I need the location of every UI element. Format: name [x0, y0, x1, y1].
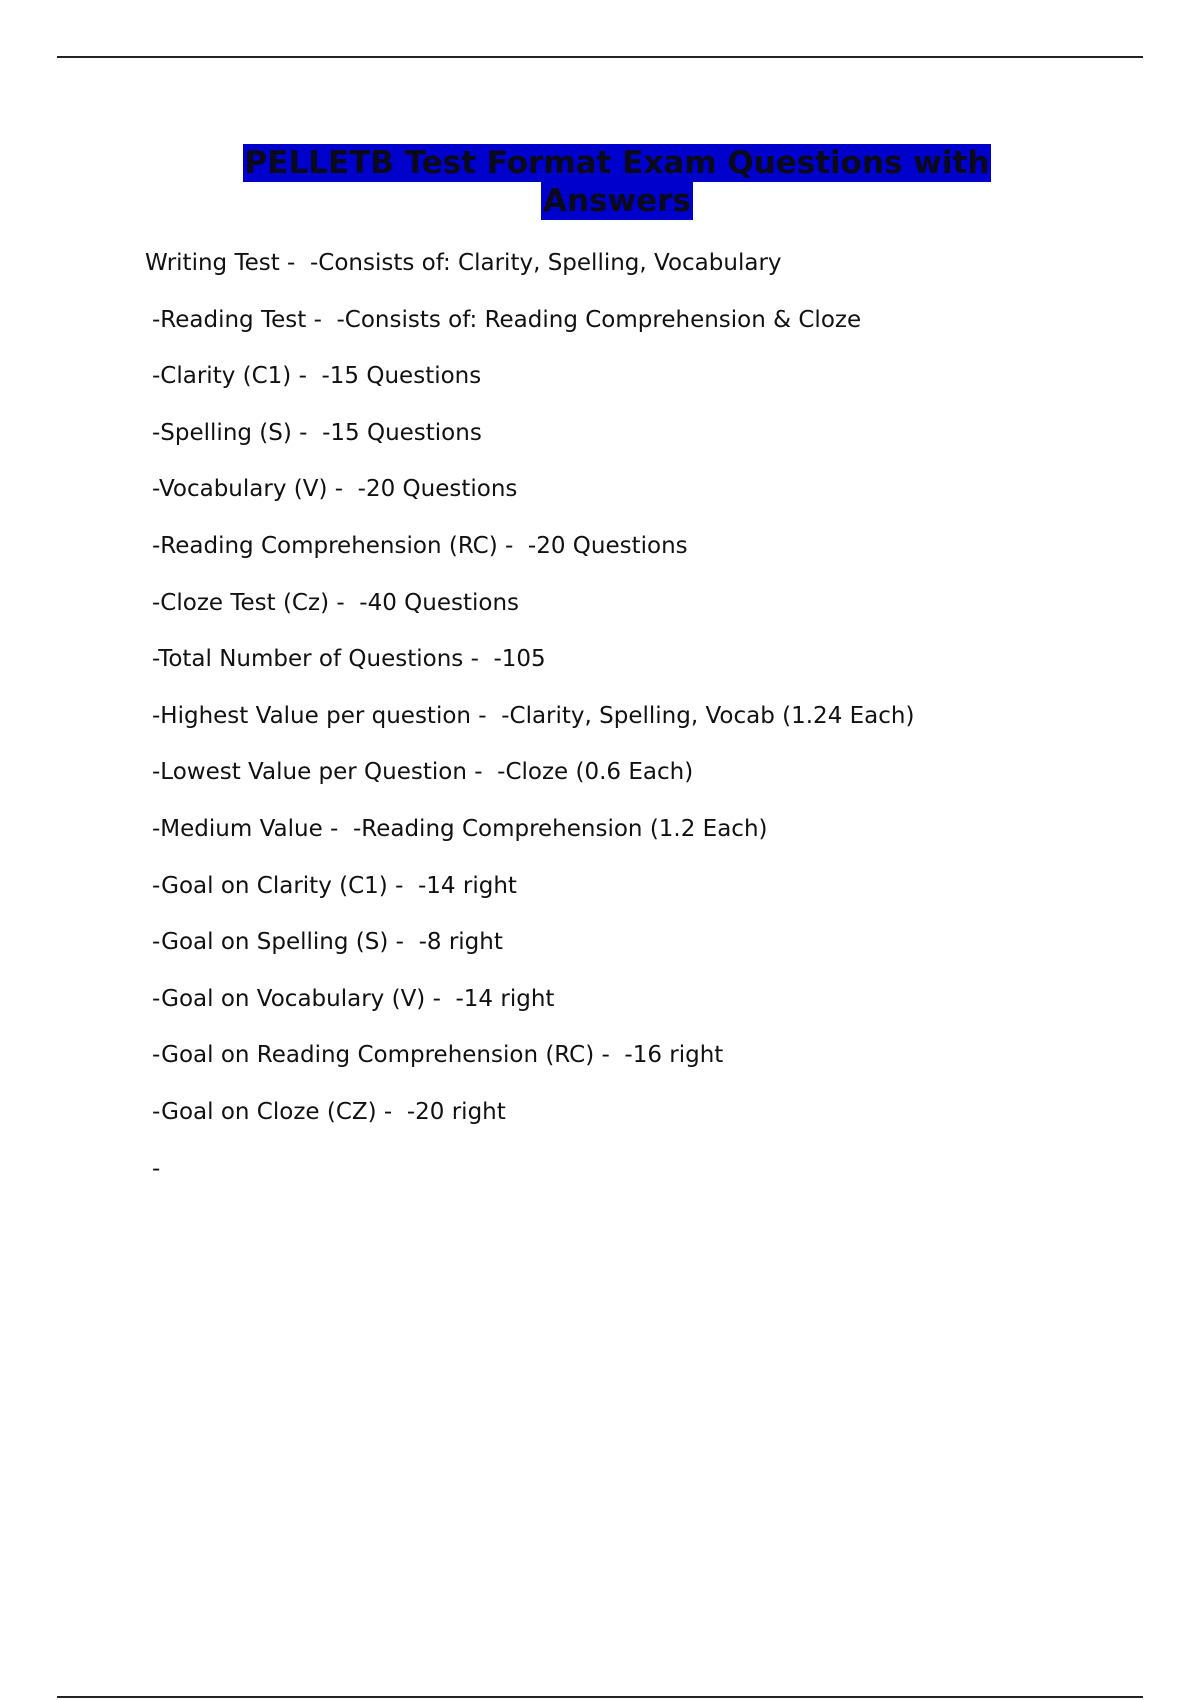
qa-entry: -Goal on Clarity (C1) - -14 right	[152, 872, 517, 899]
qa-entry: -Cloze Test (Cz) - -40 Questions	[152, 589, 520, 616]
qa-entry: -Goal on Vocabulary (V) - -14 right	[152, 985, 555, 1012]
qa-entry: -Goal on Cloze (CZ) - -20 right	[152, 1098, 506, 1125]
qa-entry: Writing Test - -Consists of: Clarity, Spelling, Vocabulary	[145, 250, 782, 276]
qa-entry: -Spelling (S) - -15 Questions	[152, 419, 482, 446]
qa-entry: -Clarity (C1) - -15 Questions	[152, 363, 482, 390]
qa-entry: -Highest Value per question - -Clarity, Spelling, Vocab (1.24 Each)	[152, 702, 915, 729]
qa-entry: -Goal on Spelling (S) - -8 right	[152, 929, 503, 956]
title-line-1: PELLETB Test Format Exam Questions with	[244, 145, 990, 181]
qa-entry: -Goal on Reading Comprehension (RC) - -16 right	[152, 1042, 724, 1069]
header-rule	[57, 56, 1143, 58]
document-title	[0, 144, 1200, 220]
qa-entry: -Lowest Value per Question - -Cloze (0.6 Each)	[152, 759, 694, 786]
qa-entry: -Reading Test - -Consists of: Reading Comprehension & Cloze	[152, 306, 862, 333]
qa-entry: -Medium Value - -Reading Comprehension (1.2 Each)	[152, 815, 768, 842]
footer-rule	[57, 1696, 1143, 1698]
qa-entry: -	[152, 1155, 161, 1182]
title-line-2: Answers	[543, 183, 691, 219]
qa-list	[145, 246, 1145, 1208]
qa-entry: -Total Number of Questions - -105	[152, 646, 546, 673]
qa-entry: -Vocabulary (V) - -20 Questions	[152, 476, 518, 503]
qa-entry: -Reading Comprehension (RC) - -20 Questions	[152, 532, 688, 559]
